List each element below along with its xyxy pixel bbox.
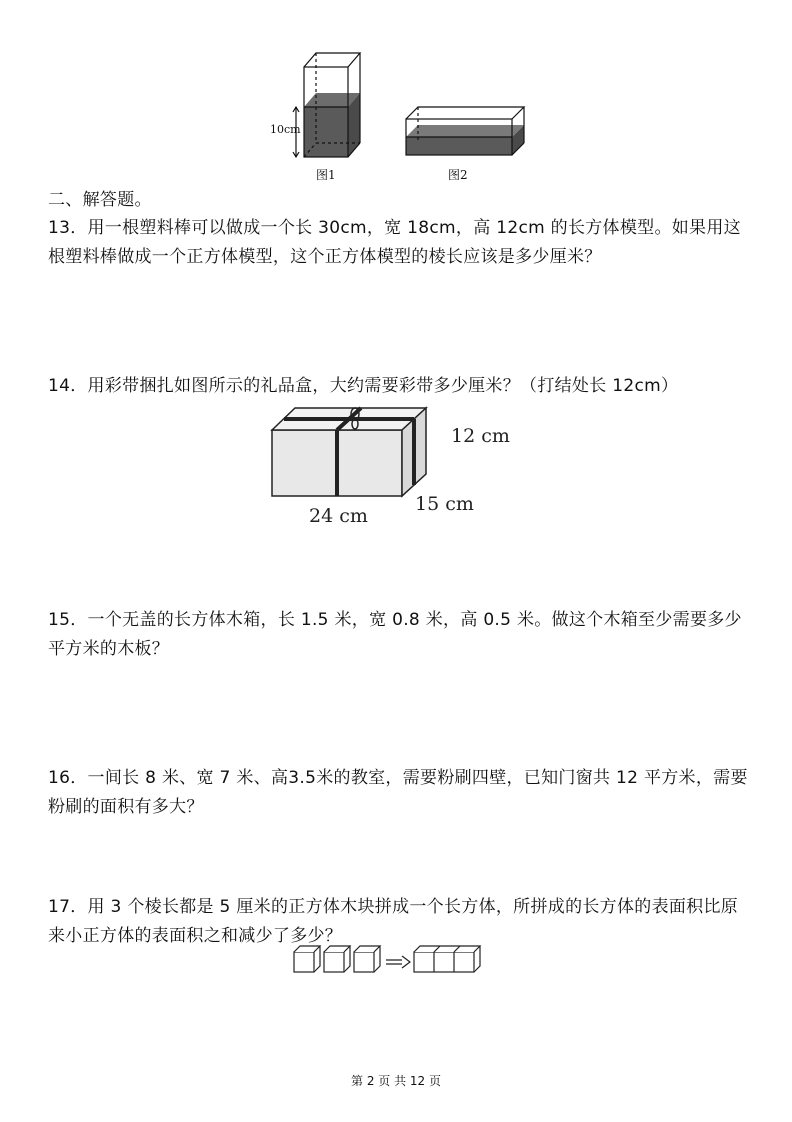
figure-2-container (406, 107, 524, 155)
page-footer: 第 2 页 共 12 页 (351, 1074, 441, 1088)
gift-box-figure (265, 402, 535, 530)
figure-1-height-label: 10cm (270, 123, 301, 136)
gift-box-width-label: 15 cm (415, 493, 474, 515)
figure-1-container (293, 53, 360, 157)
question-14: 14．用彩带捆扎如图所示的礼品盒，大约需要彩带多少厘米？（打结处长 12cm） (48, 376, 679, 396)
gift-box-height-label: 12 cm (451, 425, 510, 447)
figure-2-caption: 图2 (448, 168, 468, 182)
question-13: 13．用一根塑料棒可以做成一个长 30cm，宽 18cm，高 12cm 的长方体模型。如果用这根塑料棒做成一个正方体模型，这个正方体模型的棱长应该是多少厘米？ (48, 218, 741, 267)
question-17: 17．用 3 个棱长都是 5 厘米的正方体木块拼成一个长方体，所拼成的长方体的表面积比原来小正方体的表面积之和减少了多少？ (48, 897, 739, 946)
gift-box-length-label: 24 cm (309, 505, 368, 527)
figure-containers (260, 45, 540, 190)
question-16: 16．一间长 8 米、宽 7 米、高3.5米的教室，需要粉刷四壁，已知门窗共 12 平方米，需要粉刷的面积有多大？ (48, 768, 748, 817)
question-15: 15．一个无盖的长方体木箱，长 1.5 米，宽 0.8 米，高 0.5 米。做这个木箱至少需要多少平方米的木板？ (48, 610, 742, 659)
section-title: 二、解答题。 (48, 190, 152, 210)
figure-1-caption: 图1 (316, 168, 336, 182)
cubes-figure (290, 942, 486, 976)
